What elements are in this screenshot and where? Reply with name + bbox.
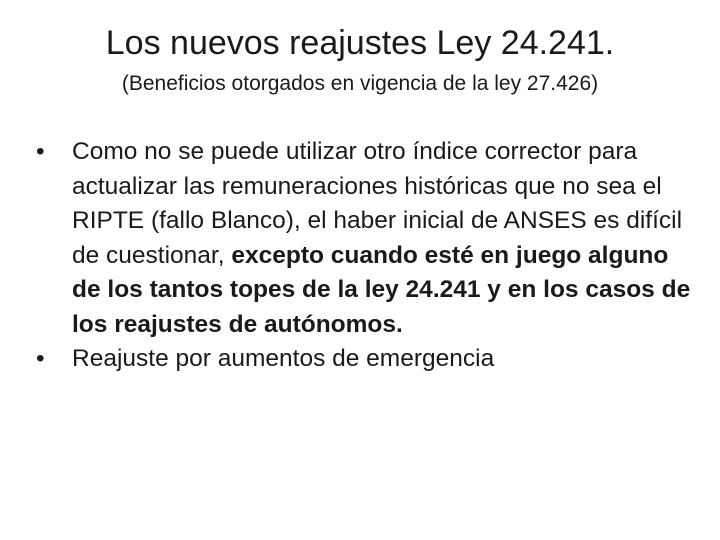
bullet-2-text: Reajuste por aumentos de emergencia [72, 345, 495, 372]
bullet-list [36, 135, 696, 377]
bullet-item-1 [36, 135, 696, 342]
bullet-marker-icon: • [36, 138, 45, 165]
bullet-1-regular-text: Como no se puede utilizar otro índice corrector para actualizar las remuneraciones históricas que no sea el RIPTE (fallo Blanco), el haber inicial de ANSES es difícil de cuestionar, [72, 138, 683, 269]
slide-title: Los nuevos reajustes Ley 24.241. [105, 24, 615, 62]
bullet-marker-icon: • [36, 345, 45, 372]
bullet-item-2 [36, 342, 696, 377]
bullet-1-bold-text: excepto cuando esté en juego alguno de los tantos topes de la ley 24.241 y en los casos de los reajustes de autónomos. [72, 241, 691, 338]
slide-subtitle: (Beneficios otorgados en vigencia de la ley 27.426) [121, 72, 599, 95]
